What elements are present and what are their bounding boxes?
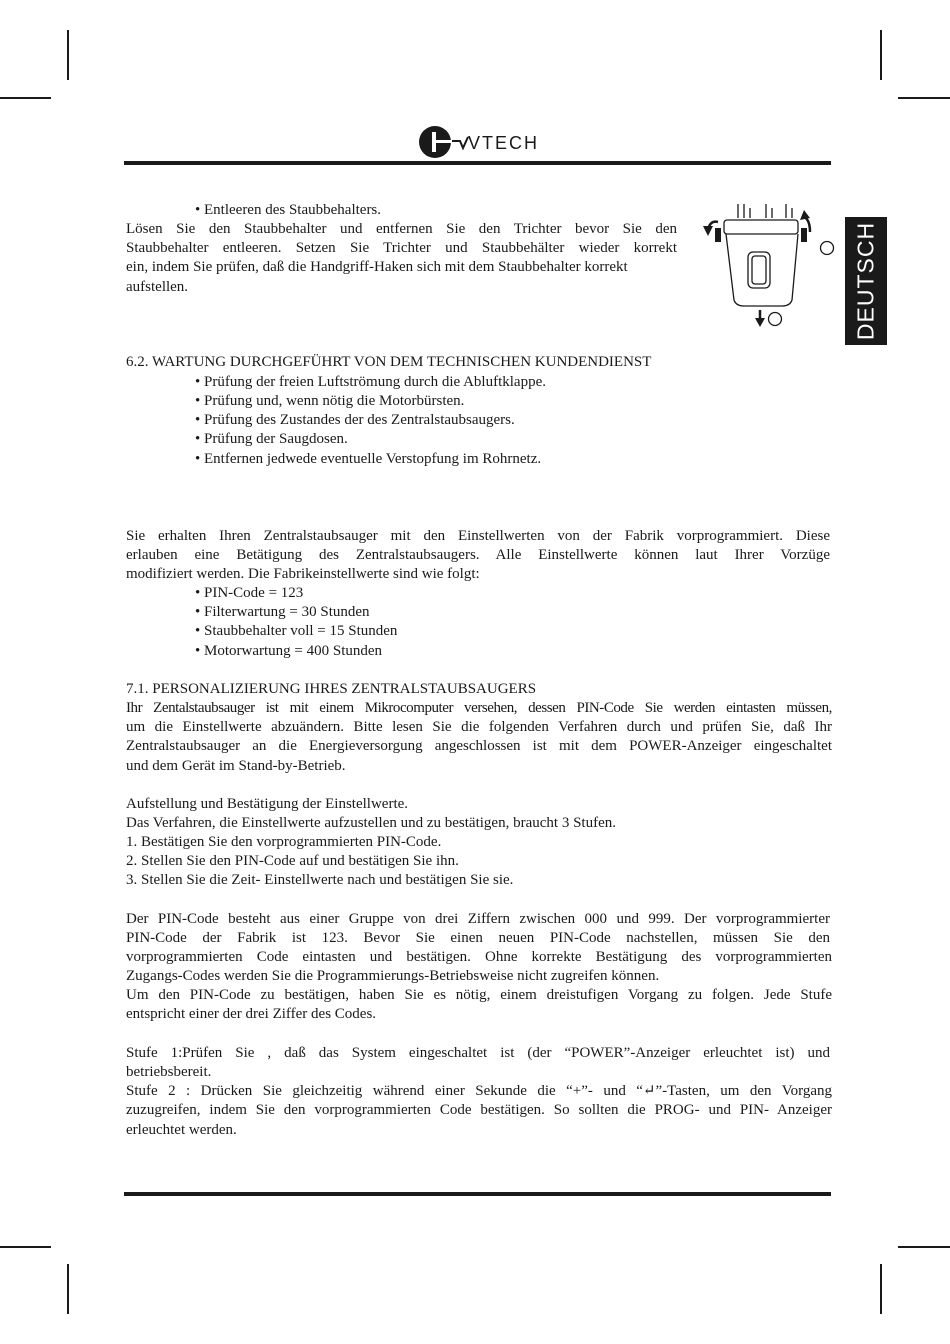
paragraph-line: Um den PIN-Code zu bestätigen, haben Sie es nötig, einem dreistufigen Vorgang zu folgen. Jede Stufe <box>126 987 832 1003</box>
paragraph-line: modifiziert werden. Die Fabrikeinstellwerte sind wie folgt: <box>126 566 480 582</box>
list-item: • Prüfung des Zustandes der des Zentralstaubsaugers. <box>195 412 515 428</box>
paragraph-line: Stufe 2 : Drücken Sie gleichzeitig während einer Sekunde die “+”- und “↵”-Tasten, um den Vorgang <box>126 1083 832 1099</box>
paragraph-line: entspricht einer der drei Ziffer des Codes. <box>126 1006 377 1022</box>
paragraph-line: aufstellen. <box>126 279 189 295</box>
crop-mark <box>880 30 882 80</box>
list-item: • Prüfung der freien Luftströmung durch die Abluftklappe. <box>195 374 546 390</box>
paragraph-line: Aufstellung und Bestätigung der Einstellwerte. <box>126 796 409 812</box>
paragraph-line: Lösen Sie den Staubbehalter und entfernen Sie den Trichter bevor Sie den <box>126 221 677 237</box>
list-item: • Staubbehalter voll = 15 Stunden <box>195 623 398 639</box>
list-item: 3. Stellen Sie die Zeit- Einstellwerte nach und bestätigen Sie sie. <box>126 872 514 888</box>
brand-name: VTECH <box>468 133 540 153</box>
footer-rule <box>124 1192 831 1196</box>
language-tab-label: DEUTSCH <box>852 221 879 341</box>
header-rule <box>124 161 831 165</box>
paragraph-line: betriebsbereit. <box>126 1064 212 1080</box>
crop-mark <box>67 30 69 80</box>
list-item: 1. Bestätigen Sie den vorprogrammierten PIN-Code. <box>126 834 442 850</box>
list-item: 2. Stellen Sie den PIN-Code auf und bestätigen Sie ihn. <box>126 853 459 869</box>
paragraph-line: zuzugreifen, indem Sie den vorprogrammierten Code bestätigen. So sollten die PROG- und PIN- Anzeiger <box>126 1102 832 1118</box>
paragraph-line: erlauben eine Betätigung des Zentralstaubsaugers. Alle Einstellwerte können laut Ihrer Vorzüge <box>126 547 830 563</box>
language-tab <box>845 217 887 345</box>
list-item: • PIN-Code = 123 <box>195 585 304 601</box>
crop-mark <box>67 1264 69 1314</box>
crop-mark <box>898 1246 950 1248</box>
paragraph-line: und dem Gerät im Stand-by-Betrieb. <box>126 758 346 774</box>
crop-mark <box>898 97 950 99</box>
paragraph-line: Staubbehalter entleeren. Setzen Sie Trichter und Staubbehälter wieder korrekt <box>126 240 677 256</box>
list-item: • Motorwartung = 400 Stunden <box>195 643 383 659</box>
paragraph-line: vorprogrammierten Code eintasten und bestätigen. Ohne korrekte Bestätigung des vorprogrammierten <box>126 949 832 965</box>
list-item: • Prüfung und, wenn nötig die Motorbürsten. <box>195 393 465 409</box>
list-item: • Filterwartung = 30 Stunden <box>195 604 370 620</box>
paragraph-line: um die Einstellwerte abzuändern. Bitte lesen Sie die folgenden Verfahren durch und prüfen Sie, daß Ihr <box>126 719 832 735</box>
list-item: • Prüfung der Saugdosen. <box>195 431 348 447</box>
paragraph-line: ein, indem Sie prüfen, daß die Handgriff-Haken sich mit dem Staubbehalter korrekt <box>126 259 628 275</box>
crop-mark <box>0 1246 51 1248</box>
paragraph-line: Der PIN-Code besteht aus einer Gruppe von drei Ziffern zwischen 000 und 999. Der vorprogrammierter <box>126 911 830 927</box>
paragraph-line: Ihr Zentalstaubsauger ist mit einem Mikrocomputer versehen, dessen PIN-Code Sie werden eintasten müssen, <box>126 700 832 716</box>
paragraph-line: Stufe 1:Prüfen Sie , daß das System eingeschaltet ist (der “POWER”-Anzeiger erleuchtet ist) und <box>126 1045 830 1061</box>
dust-container-illustration <box>700 200 840 330</box>
paragraph-line: Sie erhalten Ihren Zentralstaubsauger mit den Einstellwerten von der Fabrik vorprogrammiert. Diese <box>126 528 830 544</box>
paragraph-line: erleuchtet werden. <box>126 1122 237 1138</box>
list-item: • Entfernen jedwede eventuelle Verstopfung im Rohrnetz. <box>195 451 542 467</box>
bullet-empty-container: • Entleeren des Staubbehalters. <box>195 202 382 218</box>
crop-mark <box>880 1264 882 1314</box>
crop-mark <box>0 97 51 99</box>
paragraph-line: PIN-Code der Fabrik ist 123. Bevor Sie einen neuen PIN-Code nachstellen, müssen Sie den <box>126 930 830 946</box>
paragraph-line: Das Verfahren, die Einstellwerte aufzustellen und zu bestätigen, braucht 3 Stufen. <box>126 815 616 831</box>
section-heading: 7.1. PERSONALIZIERUNG IHRES ZENTRALSTAUBSAUGERS <box>126 681 537 697</box>
section-heading: 6.2. WARTUNG DURCHGEFÜHRT VON DEM TECHNISCHEN KUNDENDIENST <box>126 354 652 370</box>
paragraph-line: Zentralstaubsauger an die Energieversorgung angeschlossen ist mit dem POWER-Anzeiger eingeschaltet <box>126 738 832 754</box>
paragraph-line: Zugangs-Codes werden Sie die Programmierungs-Betriebsweise nicht zugreifen können. <box>126 968 660 984</box>
